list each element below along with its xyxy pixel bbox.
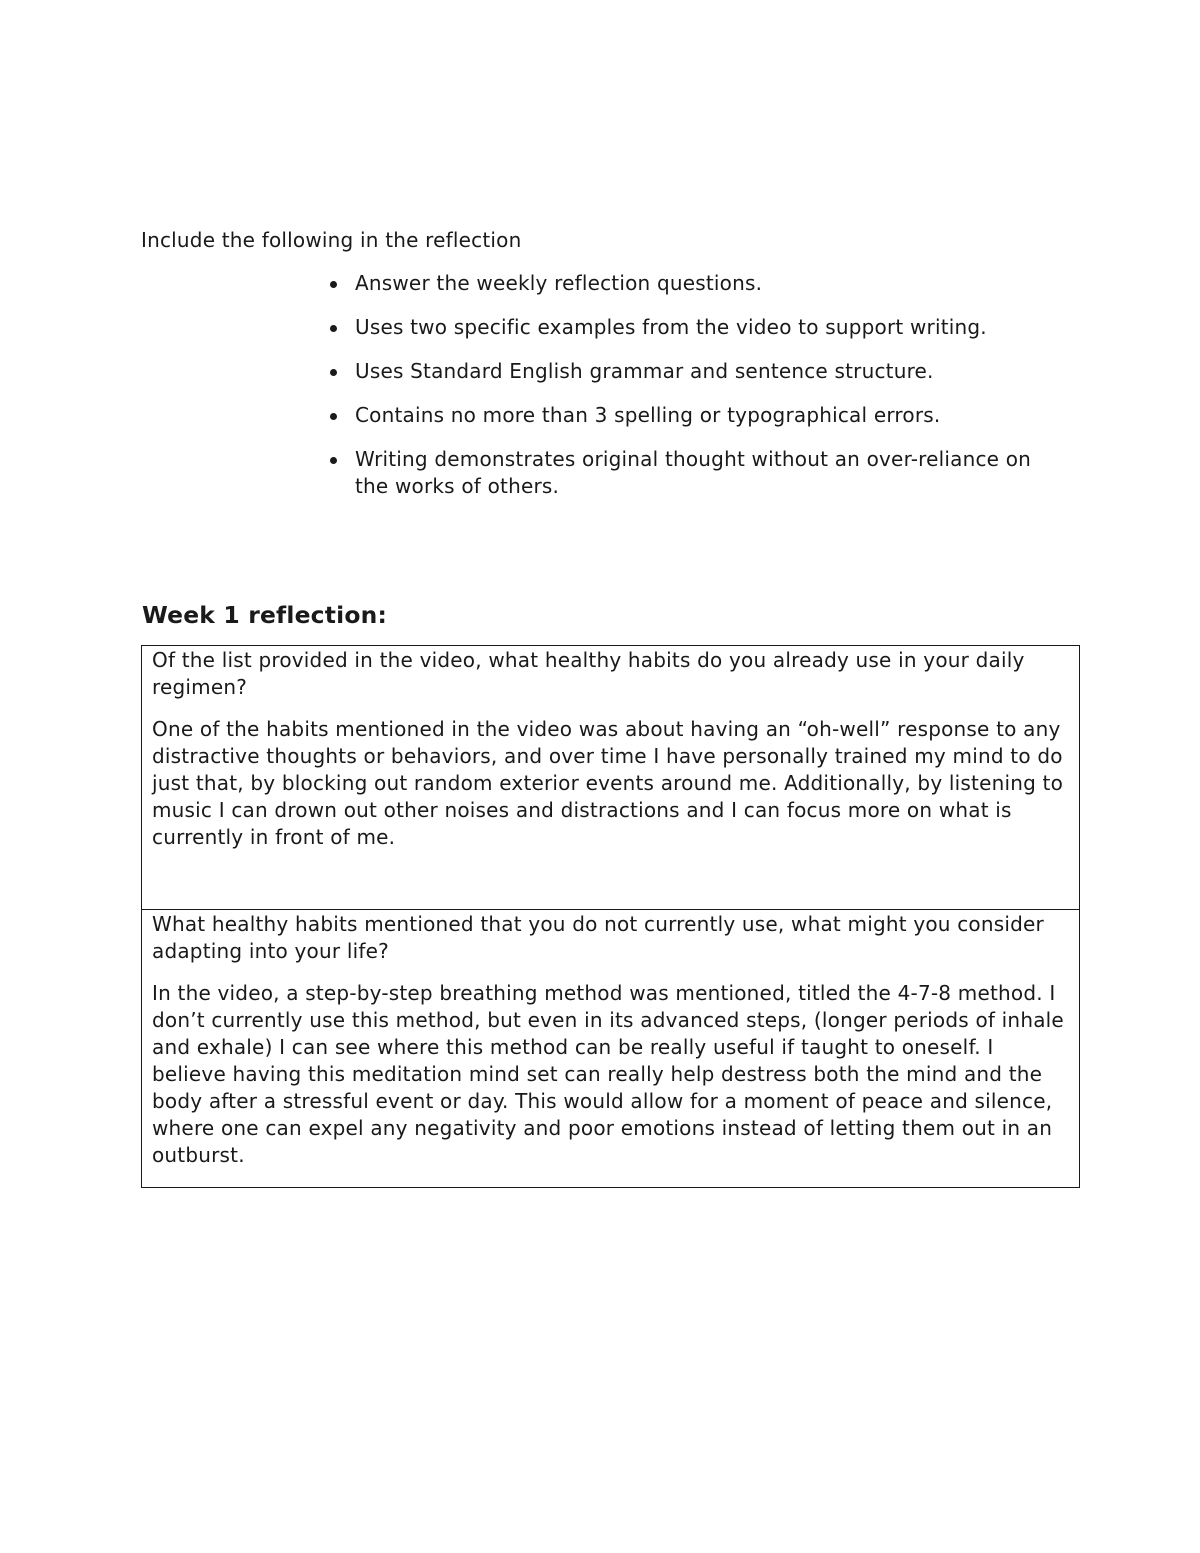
list-item — [355, 402, 1055, 429]
question-text: What healthy habits mentioned that you do not currently use, what might you consider adapting into your life? — [152, 912, 1044, 963]
list-item-text: Uses two specific examples from the video to support writing. — [355, 315, 987, 339]
bullet-icon — [330, 457, 337, 464]
list-item — [355, 446, 1055, 500]
table-cell — [142, 646, 1080, 910]
requirements-list — [355, 270, 1055, 517]
list-item-text: Writing demonstrates original thought without an over-reliance on the works of others. — [355, 447, 1032, 498]
table-row — [142, 910, 1080, 1188]
list-item-text: Answer the weekly reflection questions. — [355, 271, 763, 295]
list-item-text: Contains no more than 3 spelling or typographical errors. — [355, 403, 941, 427]
list-item-text: Uses Standard English grammar and sentence structure. — [355, 359, 934, 383]
intro-text: Include the following in the reflection — [141, 228, 522, 252]
list-item — [355, 314, 1055, 341]
reflection-table — [141, 645, 1080, 1188]
bullet-icon — [330, 369, 337, 376]
bullet-icon — [330, 281, 337, 288]
list-item — [355, 358, 1055, 385]
answer-text: One of the habits mentioned in the video was about having an “oh-well” response to any distractive thoughts or behaviors, and over time I have personally trained my mind to do just that, by blocking out random exterior events around me. Additionally, by listening to music I can drown out other noises and distractions and I can focus more on what is currently in front of me. — [152, 717, 1064, 849]
list-item — [355, 270, 1055, 297]
table-cell — [142, 910, 1080, 1188]
bullet-icon — [330, 413, 337, 420]
week-heading: Week 1 reflection: — [142, 601, 388, 629]
question-text: Of the list provided in the video, what healthy habits do you already use in your daily regimen? — [152, 648, 1025, 699]
table-row — [142, 646, 1080, 910]
bullet-icon — [330, 325, 337, 332]
answer-text: In the video, a step-by-step breathing method was mentioned, titled the 4-7-8 method. I don’t currently use this method, but even in its advanced steps, (longer periods of inhale and exhale) I can see where this method can be really useful if taught to oneself. I believe having this meditation mind set can really help destress both the mind and the body after a stressful event or day. This would allow for a moment of peace and silence, where one can expel any negativity and poor emotions instead of letting them out in an outburst. — [152, 981, 1064, 1167]
